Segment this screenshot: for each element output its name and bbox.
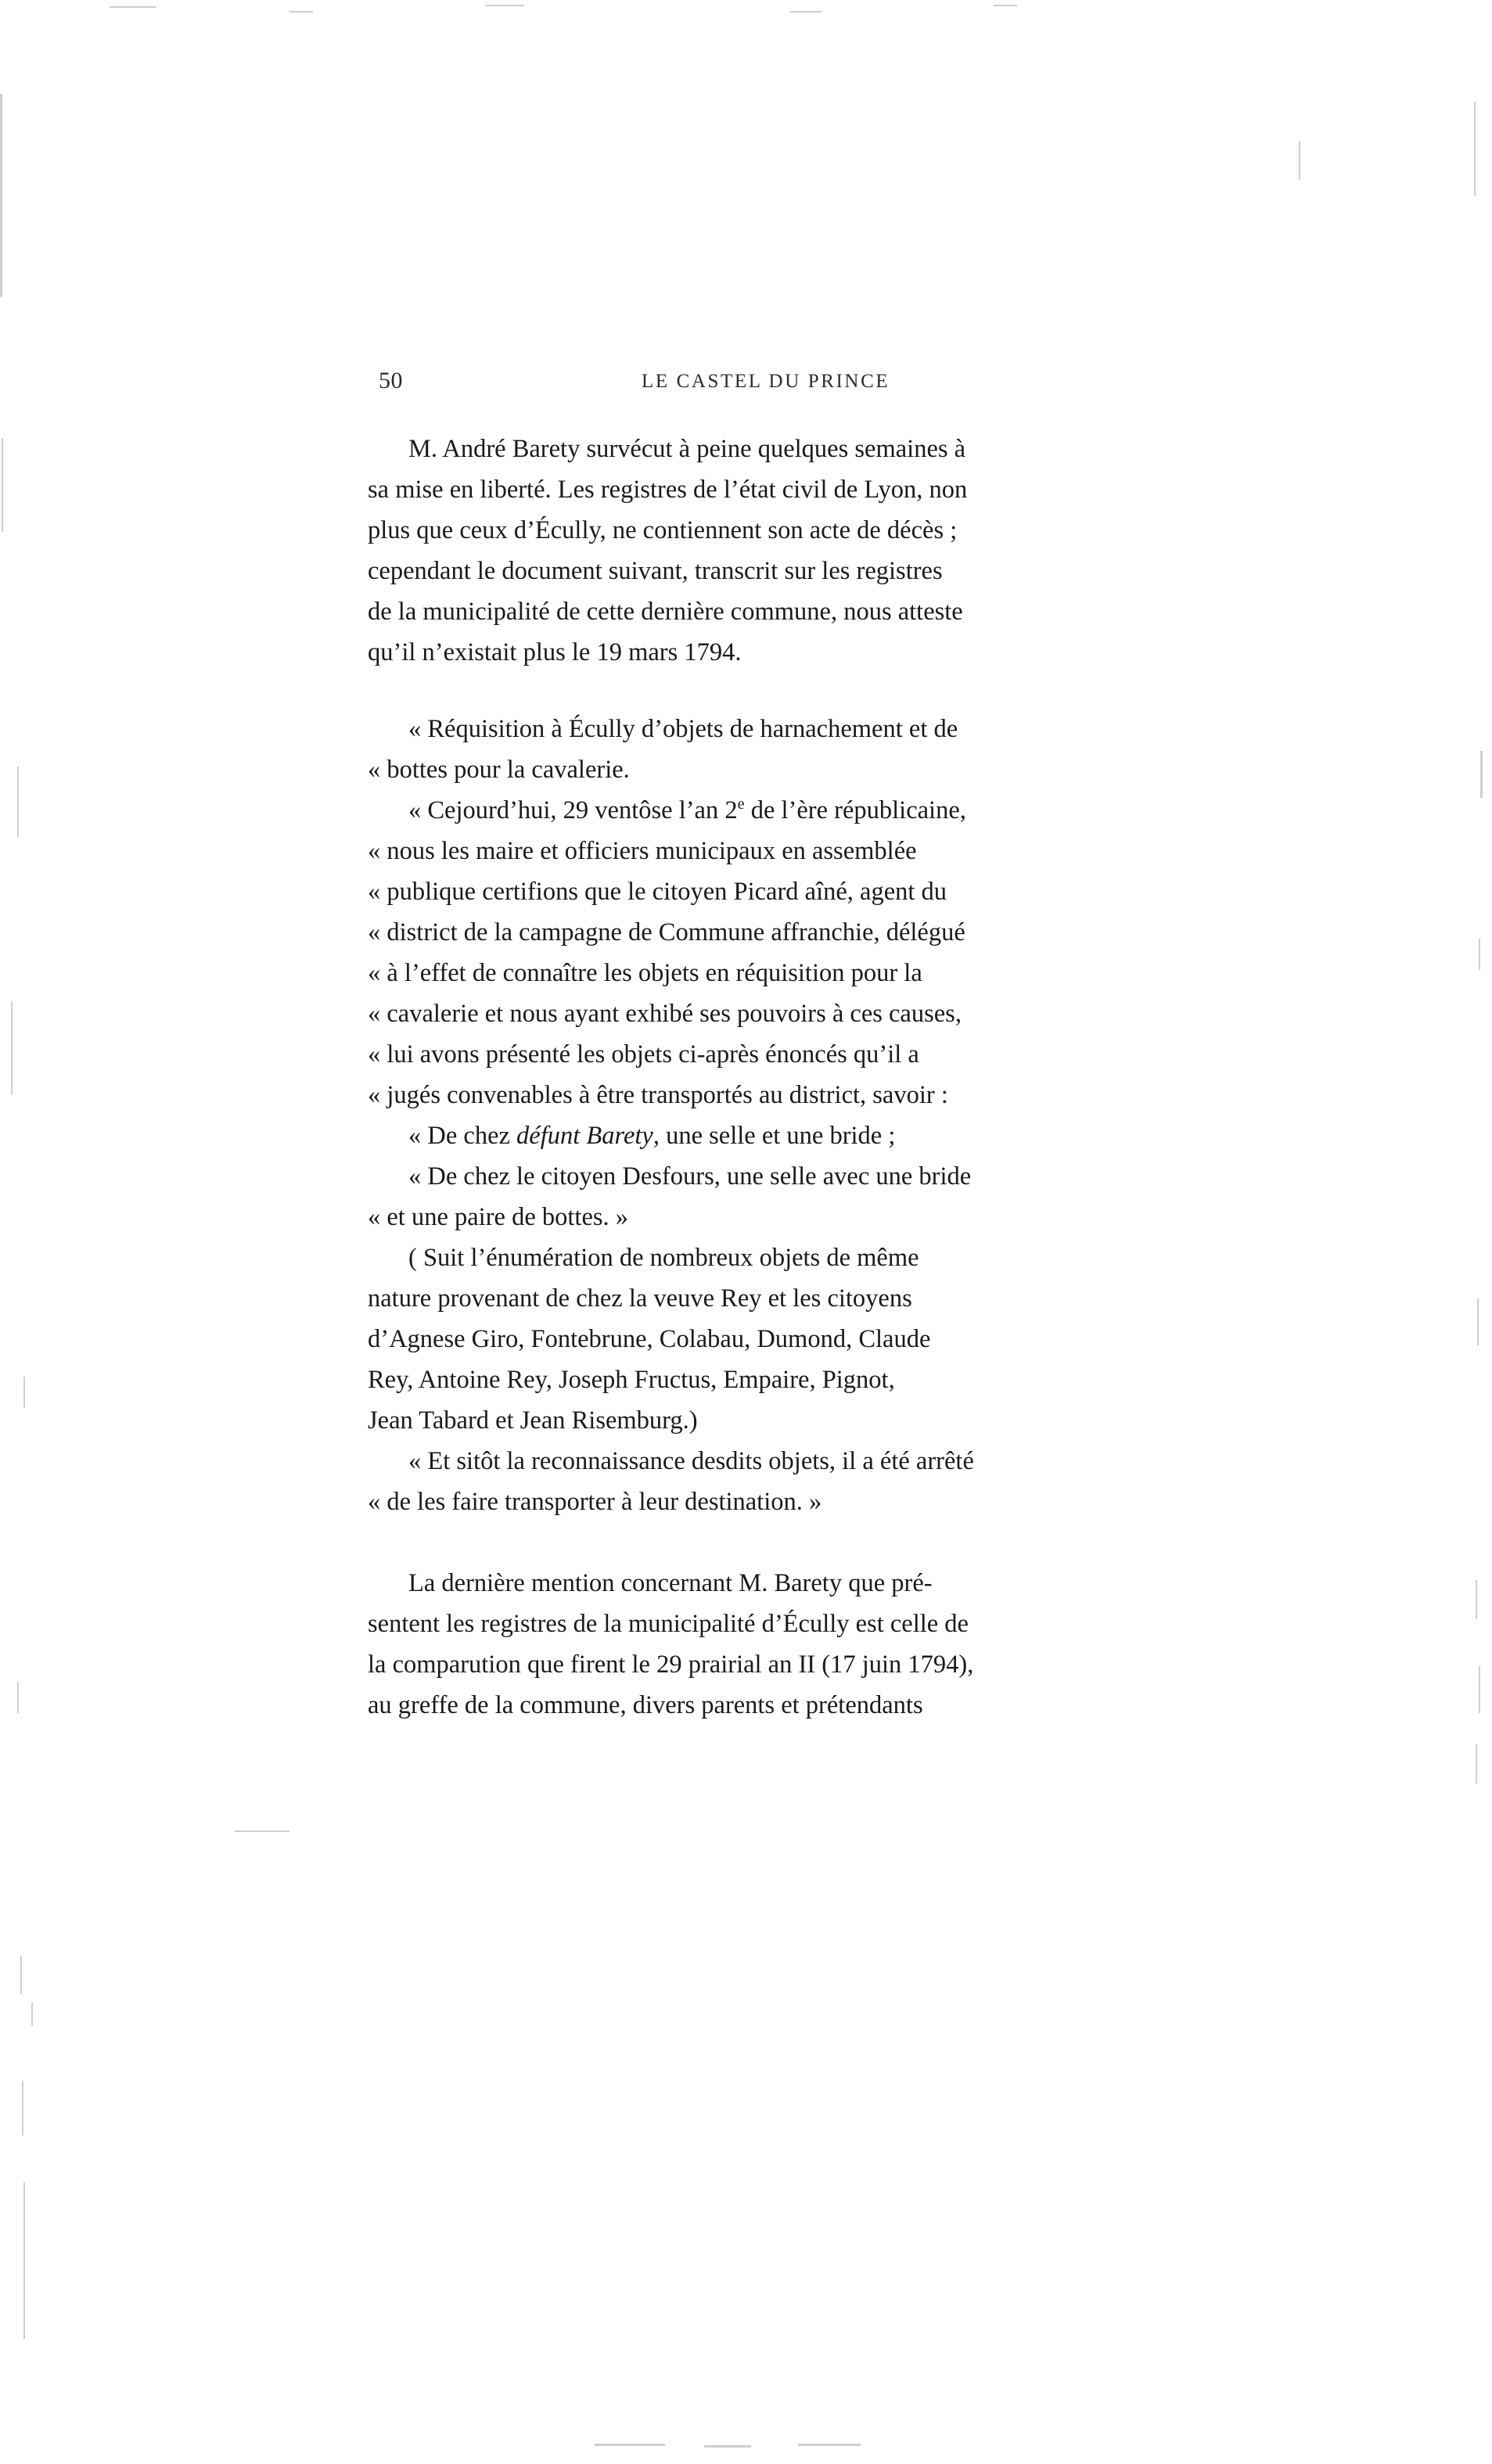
quotation-body (368, 790, 1236, 1115)
text-line: « à l’effet de connaître les objets en réquisition pour la (368, 959, 922, 987)
text-line: la comparution que firent le 29 prairial an II (17 juin 1794), (368, 1650, 974, 1679)
text-line: « Cejourd’hui, 29 ventôse l’an 2e de l’ère républicaine, (408, 796, 966, 824)
paragraph-spacer (368, 1522, 1236, 1563)
paragraph-opening (368, 429, 1236, 673)
text-line: « nous les maire et officiers municipaux en assemblée (368, 837, 917, 865)
text-line: Rey, Antoine Rey, Joseph Fructus, Empaire, Pignot, (368, 1366, 895, 1394)
text-line: « De chez le citoyen Desfours, une selle avec une bride (408, 1162, 972, 1191)
text-line: La dernière mention concernant M. Barety que pré- (408, 1569, 933, 1597)
text-line: « Et sitôt la reconnaissance desdits objets, il a été arrêté (408, 1447, 974, 1475)
ordinal-superscript: e (737, 796, 745, 814)
text-line: « bottes pour la cavalerie. (368, 756, 630, 784)
text-line: « publique certifions que le citoyen Picard aîné, agent du (368, 878, 947, 906)
text-line: « jugés convenables à être transportés au district, savoir : (368, 1081, 948, 1109)
text-line: de la municipalité de cette dernière commune, nous atteste (368, 598, 963, 626)
text-line: « et une paire de bottes. » (368, 1203, 629, 1231)
text-line: M. André Barety survécut à peine quelques semaines à (408, 435, 966, 463)
quotation-heading (368, 709, 1236, 790)
paragraph-final (368, 1563, 1236, 1726)
paragraph-spacer (368, 673, 1236, 709)
text-line: sa mise en liberté. Les registres de l’état civil de Lyon, non (368, 476, 968, 504)
page-title: LE CASTEL DU PRINCE (642, 371, 890, 392)
italic-phrase: défunt Barety (516, 1122, 653, 1150)
quotation-closing (368, 1441, 1236, 1522)
text-line: nature provenant de chez la veuve Rey et les citoyens (368, 1284, 912, 1313)
text-line: « lui avons présenté les objets ci-après énoncés qu’il a (368, 1040, 919, 1069)
text-line: « district de la campagne de Commune affranchie, délégué (368, 918, 965, 946)
text-line: qu’il n’existait plus le 19 mars 1794. (368, 638, 742, 666)
text-line: Jean Tabard et Jean Risemburg.) (368, 1406, 698, 1435)
running-head (368, 352, 1236, 399)
text-line: « De chez défunt Barety, une selle et une bride ; (408, 1122, 896, 1150)
parenthetical-note (368, 1237, 1236, 1441)
text-line: « cavalerie et nous ayant exhibé ses pouvoirs à ces causes, (368, 1000, 962, 1028)
text-line: « Réquisition à Écully d’objets de harnachement et de (408, 715, 958, 743)
text-line: « de les faire transporter à leur destination. » (368, 1488, 822, 1516)
text-line: sentent les registres de la municipalité d’Écully est celle de (368, 1610, 969, 1638)
text-line: cependant le document suivant, transcrit sur les registres (368, 557, 943, 585)
text-line: ( Suit l’énumération de nombreux objets de même (408, 1244, 919, 1272)
text-line: plus que ceux d’Écully, ne contiennent son acte de décès ; (368, 516, 958, 544)
text-line: au greffe de la commune, divers parents et prétendants (368, 1691, 923, 1719)
page-number: 50 (379, 368, 403, 393)
page-body (368, 352, 1236, 1726)
text-line: d’Agnese Giro, Fontebrune, Colabau, Dumond, Claude (368, 1325, 931, 1353)
quotation-item-list (368, 1115, 1236, 1237)
